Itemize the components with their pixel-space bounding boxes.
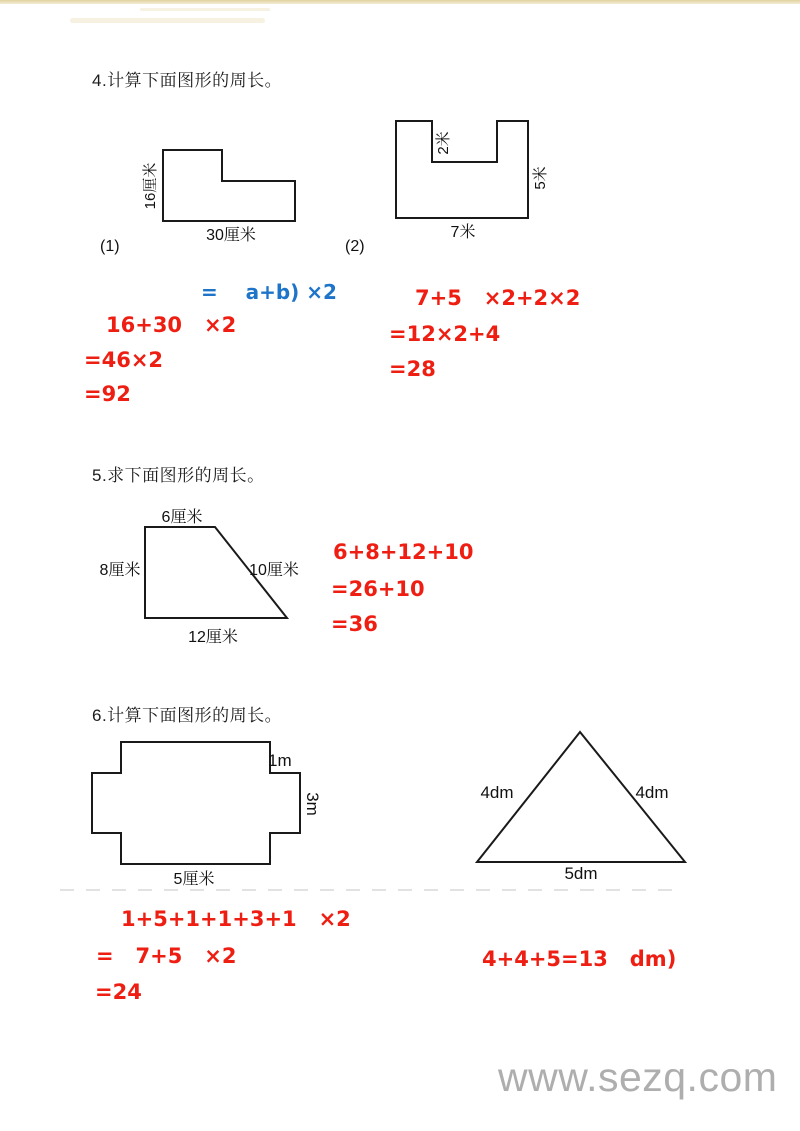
trapezoid-right-dimension: 10厘米 xyxy=(249,562,299,579)
problem5-heading: 5.求下面图形的周长。 xyxy=(92,466,265,485)
cross-right-dimension: 3m xyxy=(303,792,322,816)
u-shape-figure xyxy=(390,115,535,225)
triangle-left-dimension: 4dm xyxy=(480,783,514,802)
l-shape-outline xyxy=(163,150,295,221)
scan-streak xyxy=(140,8,270,11)
cross-step-dimension: 1m xyxy=(268,751,292,770)
scan-streak xyxy=(70,18,265,23)
solution6-line: 1+5+1+1+3+1 ×2 xyxy=(121,907,351,931)
solution6-triangle-answer: 4+4+5=13 dm) xyxy=(482,947,677,971)
u-shape-outline xyxy=(396,121,528,218)
figure1-bottom-dimension: 30厘米 xyxy=(206,227,256,244)
solution6-line: = 7+5 ×2 xyxy=(96,944,237,968)
l-shape-figure xyxy=(158,143,300,227)
site-watermark: www.sezq.com xyxy=(498,1054,778,1100)
scan-edge-strip xyxy=(0,0,800,4)
figure2-notch-dimension: 2米 xyxy=(435,131,452,155)
triangle-bottom-dimension: 5dm xyxy=(564,864,598,883)
triangle-right-dimension: 4dm xyxy=(635,783,669,802)
figure2-right-dimension: 5米 xyxy=(532,166,549,190)
figure1-left-dimension: 16厘米 xyxy=(142,162,159,210)
trapezoid-left-dimension: 8厘米 xyxy=(99,562,141,579)
solution6-line: =24 xyxy=(95,980,142,1004)
solution2-line: =12×2+4 xyxy=(389,322,501,346)
solution5-line: 6+8+12+10 xyxy=(333,540,474,564)
solution5-line: =26+10 xyxy=(331,577,425,601)
solution1-line: =92 xyxy=(84,382,131,406)
scan-artifact-line xyxy=(60,889,680,891)
solution5-line: =36 xyxy=(331,612,378,636)
solution2-line: 7+5 ×2+2×2 xyxy=(415,286,581,310)
trapezoid-top-dimension: 6厘米 xyxy=(161,509,203,526)
problem6-heading: 6.计算下面图形的周长。 xyxy=(92,706,283,725)
problem4-heading: 4.计算下面图形的周长。 xyxy=(92,71,283,90)
perimeter-formula-blue: = a+b) ×2 xyxy=(201,280,337,304)
figure2-caption: (2) xyxy=(345,238,365,255)
solution1-line: =46×2 xyxy=(84,348,164,372)
figure2-bottom-dimension: 7米 xyxy=(450,224,476,241)
solution2-line: =28 xyxy=(389,357,436,381)
trapezoid-bottom-dimension: 12厘米 xyxy=(188,629,238,646)
cross-bottom-dimension: 5厘米 xyxy=(173,871,215,888)
solution1-line: 16+30 ×2 xyxy=(106,313,237,337)
figure1-caption: (1) xyxy=(100,238,120,255)
